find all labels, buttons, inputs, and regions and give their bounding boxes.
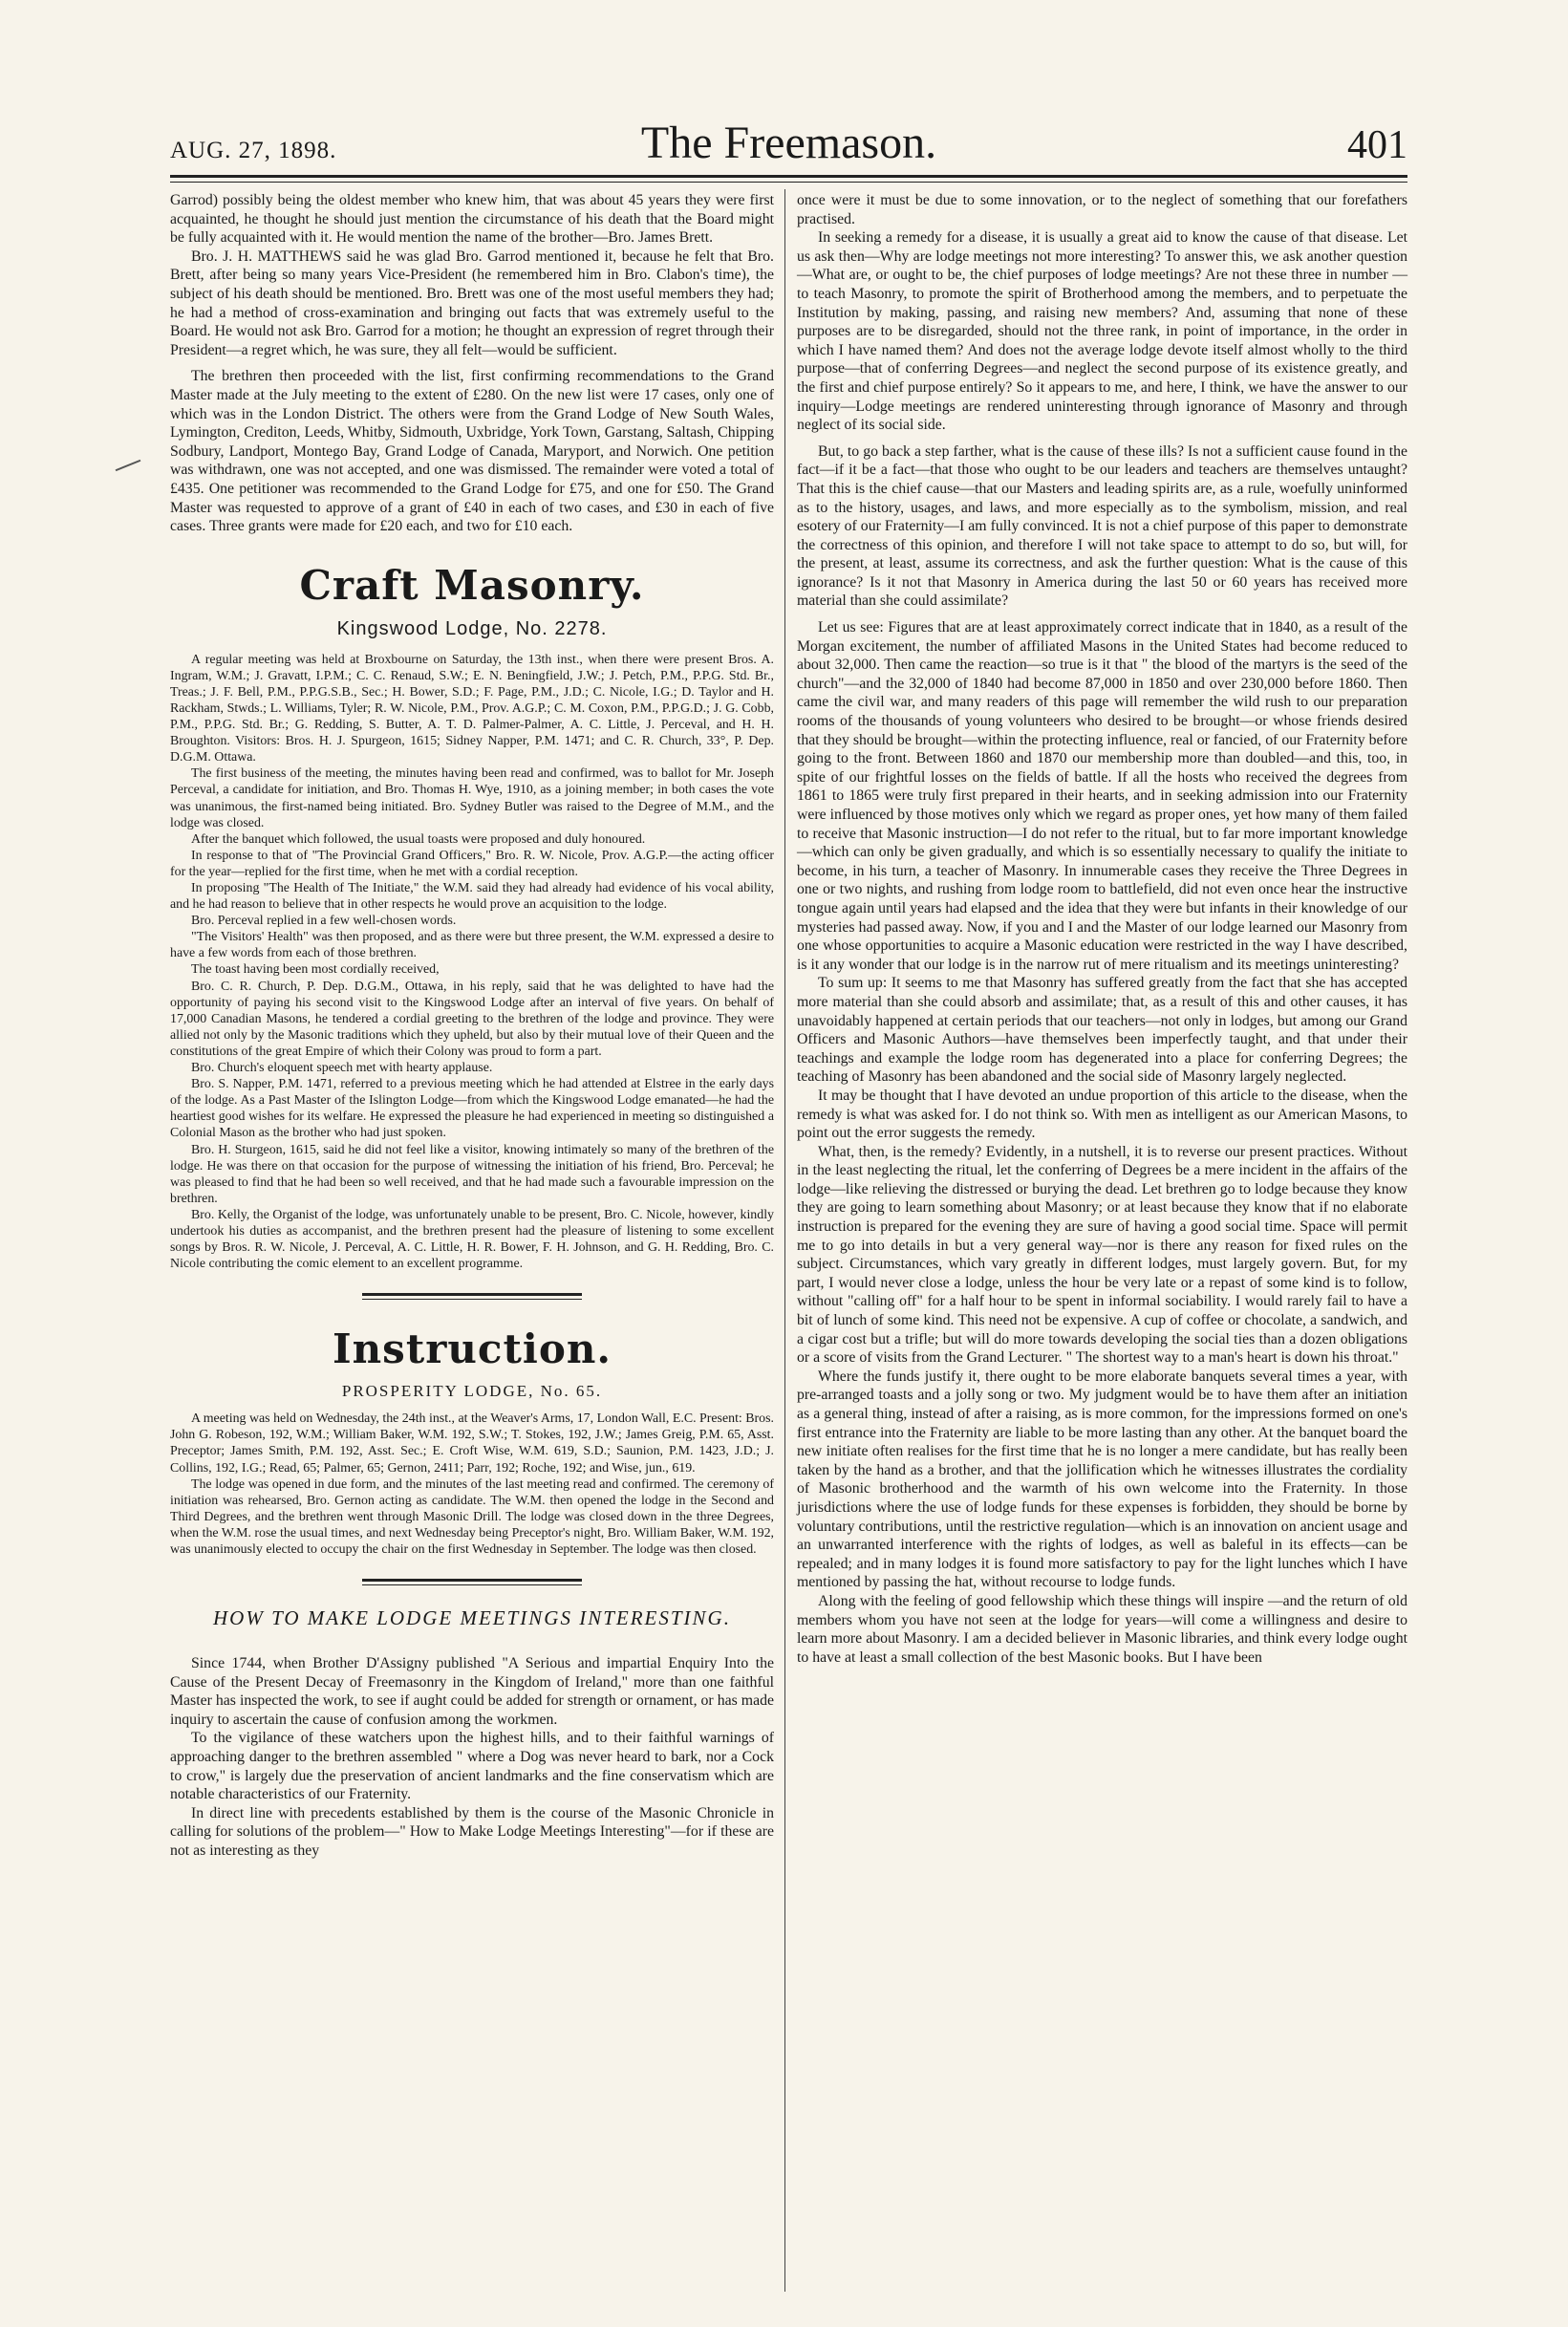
paragraph: Where the funds justify it, there ought to be more elaborate banquets several times a year, with pre-arranged toasts and a jolly song or two. My judgment would be to have them after an initiation as a general thing, instead of after a raising, as is more common, for the impressions formed on one's first entrance into the Fraternity are liable to be more lasting than any other. At the banquet board the new initiate often realises for the first time that he is no longer a mere candidate, but has really been taken by the hand as a brother, and that the jollification which he witnesses illustrates the cordiality of Masonic brotherhood and the warmth of his own welcome into the Fraternity. In those jurisdictions where the use of lodge funds for these expenses is forbidden, they should be borne by voluntary contributions, until the restrictive regulation—which is an innovation on ancient usage and an unwarranted interference with the rights of lodges, as well as baleful in its effects—can be repealed; and in many lodges it is found more satisfactory to pay for the light lunches which I have mentioned by passing the hat, without recourse to lodge funds. (797, 1368, 1407, 1591)
column-divider (784, 189, 785, 2292)
section-rule-thin (362, 1299, 582, 1300)
section-rule-thin (362, 1584, 582, 1585)
paragraph: In proposing "The Health of The Initiate," the W.M. said they had already had evidence of his vocal ability, and he had reason to believe that in other respects he would prove an acquisition to the lodge. (170, 881, 774, 913)
header-rule (170, 175, 1407, 178)
newspaper-title: The Freemason. (640, 118, 937, 168)
paragraph: Bro. S. Napper, P.M. 1471, referred to a previous meeting which he had attended at Elstree in the early days of the lodge. As a Past Master of the Islington Lodge—from which the Kingswood Lodge emanated—he had the heartiest good wishes for its welfare. He expressed the pleasure he had experienced in meeting so distinguished a Colonial Mason as the brother who had just spoken. (170, 1077, 774, 1141)
paragraph: Bro. Church's eloquent speech met with hearty applause. (191, 1061, 493, 1076)
right-column (797, 191, 1407, 1667)
paragraph: The first business of the meeting, the minutes having been read and confirmed, was to ballot for Mr. Joseph Perceval, a candidate for initiation, and Bro. Thomas H. Wye, 1910, as a joining member; in both cases the vote was unanimous, the first-named being initiated. Bro. Sydney Butler was raised to the Degree of M.M., and the lodge was closed. (170, 766, 774, 830)
masthead (170, 113, 1407, 170)
paragraph: In direct line with precedents established by them is the course of the Masonic Chronicle in calling for solutions of the problem—" How to Make Lodge Meetings Interesting"—for if these are not as interesting as they (170, 1804, 774, 1860)
paragraph: A regular meeting was held at Broxbourne on Saturday, the 13th inst., when there were present Bros. A. Ingram, W.M.; J. Gravatt, I.P.M.; C. C. Renaud, S.W.; E. N. Beningfield, J.W.; J. Petch, P.M., P.P.G. Std. Br., Treas.; J. F. Bell, P.M., P.P.G.S.B., Sec.; H. Bower, S.D.; F. Page, P.M., J.D.; C. Nicole, I.G.; D. Taylor and H. Rackham, Stwds.; L. Williams, Tyler; R. W. Nicole, P.M., Prov. A.G.P.; C. M. Coxon, P.M., P.P.G.D.; J. G. Cobb, P.M., P.P.G. Std. Br.; G. Redding, S. Butter, A. T. D. Palmer-Palmer, A. C. Little, J. Perceval, and H. H. Broughton. Visitors: Bros. H. J. Spurgeon, 1615; Sidney Napper, P.M. 1471; and C. R. Church, 33°, P. Dep. D.G.M. Ottawa. (170, 652, 774, 765)
paragraph: But, to go back a step farther, what is the cause of these ills? Is not a sufficient cause found in the fact—if it be a fact—that those who ought to be our leaders and teachers are themselves untaught? That this is the chief cause—that our Masters and leading spirits are, as a rule, woefully uninformed as to the history, usages, and laws, and more especially as to the symbolism, mission, and real esotery of our Fraternity—I am fully convinced. It is not a chief purpose of this paper to demonstrate the correctness of this opinion, and therefore I will not take space to attempt to do so, but will, for the present, at least, assume its correctness, and ask the further question: What is the cause of this ignorance? Is it not that Masonry in America during the last 50 or 60 years has received more material than she could assimilate? (797, 442, 1407, 610)
lodge-heading: PROSPERITY LODGE, No. 65. (341, 1382, 603, 1401)
paragraph: The lodge was opened in due form, and the minutes of the last meeting read and confirmed. The ceremony of initiation was rehearsed, Bro. Gernon acting as candidate. The W.M. then opened the lodge in the Second and Third Degrees, and the brethren went through Masonic Drill. The lodge was closed down in the three Degrees, when the W.M. rose the usual times, and next Wednesday being Preceptor's night, Bro. William Baker, W.M. 192, was unanimously elected to occupy the chair on the first Wednesday in September. The lodge was then closed. (170, 1476, 774, 1557)
paragraph: Bro. Perceval replied in a few well-chosen words. (191, 914, 457, 929)
paragraph: Bro. Kelly, the Organist of the lodge, was unfortunately unable to be present, Bro. C. Nicole, however, kindly undertook his duties as accompanist, and the brethren present had the pleasure of listening to some excellent songs by Bros. R. W. Nicole, J. Perceval, A. C. Little, H. R. Bower, F. H. Johnson, and G. H. Redding, Bro. C. Nicole contributing the comic element to an excellent programme. (170, 1207, 774, 1272)
paragraph: Bro. C. R. Church, P. Dep. D.G.M., Ottawa, in his reply, said that he was delighted to have had the opportunity of paying his second visit to the Kingswood Lodge after an interval of five years. On behalf of 17,000 Canadian Masons, he tendered a cordial greeting to the brethren of the lodge and province. They were allied not only by the Masonic traditions which they upheld, but also by their mutual love of their Queen and the constitutions of the great Empire of which their Colony was proud to form a part. (170, 979, 774, 1059)
paragraph: To the vigilance of these watchers upon the highest hills, and to their faithful warnings of approaching danger to the brethren assembled " where a Dog was never heard to bark, nor a Cock to crow," is largely due the preservation of ancient landmarks and the fine conservatism which are notable characteristics of our Fraternity. (170, 1730, 774, 1803)
paragraph: A meeting was held on Wednesday, the 24th inst., at the Weaver's Arms, 17, London Wall, E.C. Present: Bros. John G. Robeson, 192, W.M.; William Baker, W.M. 192, S.W.; T. Stokes, 192, J.W.; James Greig, P.M. 65, Asst. Preceptor; James Smith, P.M. 192, Asst. Sec.; E. Croft Wise, W.M. 619, S.D.; Saunion, P.M. 1423, J.D.; J. Collins, 192, I.G.; Read, 65; Palmer, 65; Gernon, 2411; Parr, 192; Roche, 192; and Wise, jun., 619. (170, 1411, 774, 1476)
paragraph: After the banquet which followed, the usual toasts were proposed and duly honoured. (191, 831, 646, 847)
article-title: HOW TO MAKE LODGE MEETINGS INTERESTING. (213, 1606, 731, 1630)
paragraph: What, then, is the remedy? Evidently, in a nutshell, it is to reverse our present practices. Without in the least neglecting the ritual, let the conferring of Degrees be a mere incident in the affairs of the lodge—like relieving the distressed or burying the dead. Let brethren go to lodge because they know they are going to learn something about Masonry; or at least because they know that if no elaborate instruction is prepared for the evening they are sure of having a good social time. Space will permit me to go into details in but a very general way—nor is there any reason for fixed rules on the subject. Circumstances, which vary greatly in different lodges, must largely govern. But, for my part, I would never close a lodge, unless the hour be very late or a repast of some kind is to follow, without "calling off" for a half hour to be spent in informal sociability. I would rarely fail to have a bit of lunch of some kind. This need not be expensive. A cup of coffee or chocolate, a sandwich, and a cigar cost but a trifle; but will do more towards developing the social ties than a dozen obligations or a score of visits from the Grand Lecturer. " The shortest way to a man's heart is down his throat." (797, 1143, 1407, 1367)
header-rule-thin (170, 182, 1407, 183)
paragraph: It may be thought that I have devoted an undue proportion of this article to the disease, when the remedy is what was asked for. I do not think so. With men as intelligent as our American Masons, to point out the error suggests the remedy. (797, 1087, 1407, 1142)
paragraph: To sum up: It seems to me that Masonry has suffered greatly from the fact that she has accepted more material than she could absorb and assimilate; that, as a result of this and other causes, it has unavoidably happened at certain periods that our teachers—not only in lodges, but among our Grand Officers and Masonic Authors—have themselves been imperfectly taught, and that under their teachings and example the lodge room has degenerated into a place for conferring Degrees; the teaching of Masonry has been abandoned and the social side of Masonry largely neglected. (797, 975, 1407, 1086)
left-column (170, 191, 774, 1861)
section-rule (362, 1579, 582, 1582)
page-number: 401 (1347, 123, 1407, 167)
section-heading-craft-masonry: Craft Masonry. (299, 561, 645, 609)
paragraph: Let us see: Figures that are at least approximately correct indicate that in 1840, as a result of the Morgan excitement, the number of affiliated Masons in the United States had become reduced to about 32,000. Then came the reaction—so true is it that " the blood of the martyrs is the seed of the church"—and the 32,000 of 1840 had become 87,000 in 1850 and over 230,000 before 1860. Then came the civil war, and many readers of this page will remember the wild rush to our preparation rooms of the thousands of young volunteers who desired to be brought—or whose friends desired that they should be brought—within the protecting influence, real or fancied, of our Fraternity before going to the front. Between 1860 and 1870 our membership more than doubled—and this, too, in spite of our frightful losses on the fields of battle. If all the hosts who received the degrees from 1861 to 1865 were truly first prepared in their hearts, and in seeking admission into our Fraternity were influenced by those motives only which we regard as proper ones, yet how many of them failed to receive that Masonic instruction—I do not refer to the ritual, but to far more important knowledge—which can only be given gradually, and which is so essentially necessary to qualify the initiate to become, in his turn, a teacher of Masonry. In innumerable cases they receive the Three Degrees in one or two nights, and rushing from lodge room to battlefield, did not even once hear the instructive tongue again until years had elapsed and the idea that they were but infants in their knowledge of our mysteries had passed away. Now, if you and I and the Master of our lodge learned our Masonry from one whose opportunities to acquire a Masonic education were restricted in the way I have described, is it any wonder that our lodge is in the narrow rut of mere ritualism and its meetings uninteresting? (797, 619, 1407, 973)
paragraph: Bro. H. Sturgeon, 1615, said he did not feel like a visitor, knowing intimately so many of the brethren of the lodge. He was there on that occasion for the purpose of witnessing the initiation of his friend, Bro. Perceval; he was pleased to find that he had been so well received, and that he had made such a favourable impression on the brethren. (170, 1142, 774, 1206)
paragraph: Garrod) possibly being the oldest member who knew him, that was about 45 years they were first acquainted, he thought he should just mention the circumstance of his death that the Board might be fully acquainted with it. He would mention the name of the brother—Bro. James Brett. (170, 192, 774, 247)
paragraph: Bro. J. H. MATTHEWS said he was glad Bro. Garrod mentioned it, because he felt that Bro. Brett, after being so many years Vice-President (he remembered him in Bro. Clabon's time), the subject of his death should be mentioned. Bro. Brett was one of the most useful members they had; he had a method of cross-examination and bringing out facts that was extremely useful to the Board. He would not ask Bro. Garrod for a motion; he thought an expression of regret through their President—a regret which, he was sure, they all felt—would be sufficient. (170, 248, 774, 358)
section-heading-instruction: Instruction. (333, 1325, 612, 1373)
paragraph: once were it must be due to some innovation, or to the neglect of something that our forefathers practised. (797, 192, 1407, 227)
paragraph: In response to that of "The Provincial Grand Officers," Bro. R. W. Nicole, Prov. A.G.P.—the acting officer for the year—replied for the first time, when he met with a cordial reception. (170, 848, 774, 879)
paragraph: The brethren then proceeded with the list, first confirming recommendations to the Grand Master made at the July meeting to the extent of £280. On the new list were 17 cases, only one of which was in the London District. The others were from the Grand Lodge of New South Wales, Lymington, Crediton, Leeds, Whitby, Sidmouth, Uxbridge, York Town, Garstang, Saltash, Chipping Sodbury, Landport, Montego Bay, Grand Lodge of Canada, Maryport, and Norwich. One petition was withdrawn, one was not accepted, and one was dismissed. The remainder were voted a total of £435. One petitioner was recommended to the Grand Lodge for £75, and one for £50. The Grand Master was requested to approve of a grant of £40 in each of two cases, and £30 in each of five cases. Three grants were made for £20 each, and two for £10 each. (170, 368, 774, 535)
paragraph: Since 1744, when Brother D'Assigny published "A Serious and impartial Enquiry Into the Cause of the Present Decay of Freemasonry in the Kingdom of Ireland," more than one faithful Master has inspected the work, to see if aught could be added for strength or ornament, or has made inquiry to ascertain the cause of confusion among the workmen. (170, 1655, 774, 1728)
paragraph: The toast having been most cordially received, (191, 962, 440, 978)
paragraph: In seeking a remedy for a disease, it is usually a great aid to know the cause of that disease. Let us ask then—Why are lodge meetings not more interesting? To answer this, we ask another question—What are, or ought to be, the chief purposes of lodge meetings? Are not these three in number —to teach Masonry, to promote the spirit of Brotherhood among the members, and to perpetuate the Institution by making, passing, and raising new members? And, assuming that none of these purposes are to be disregarded, should not the three rank, in point of importance, in the order in which I have named them? And does not the average lodge devote itself almost wholly to the third purpose—that of conferring Degrees—and neglect the second purpose of its existence greatly, and the first and chief purpose entirely? So it appears to me, and here, I think, we have the answer to our inquiry—Lodge meetings are rendered uninteresting through ignorance of Masonry and through neglect of its social side. (797, 229, 1407, 434)
margin-pencil-mark (116, 460, 141, 471)
lodge-heading: Kingswood Lodge, No. 2278. (336, 617, 608, 639)
issue-date: AUG. 27, 1898. (170, 138, 337, 163)
section-rule (362, 1293, 582, 1296)
paragraph: "The Visitors' Health" was then proposed, and as there were but three present, the W.M. expressed a desire to have a few words from each of those brethren. (170, 930, 774, 961)
paragraph: Along with the feeling of good fellowship which these things will inspire —and the return of old members whom you have not seen at the lodge for years—will come a willingness and desire to learn more about Masonry. I am a decided believer in Masonic libraries, and think every lodge ought to have at least a small collection of the best Masonic books. But I have been (797, 1592, 1407, 1666)
